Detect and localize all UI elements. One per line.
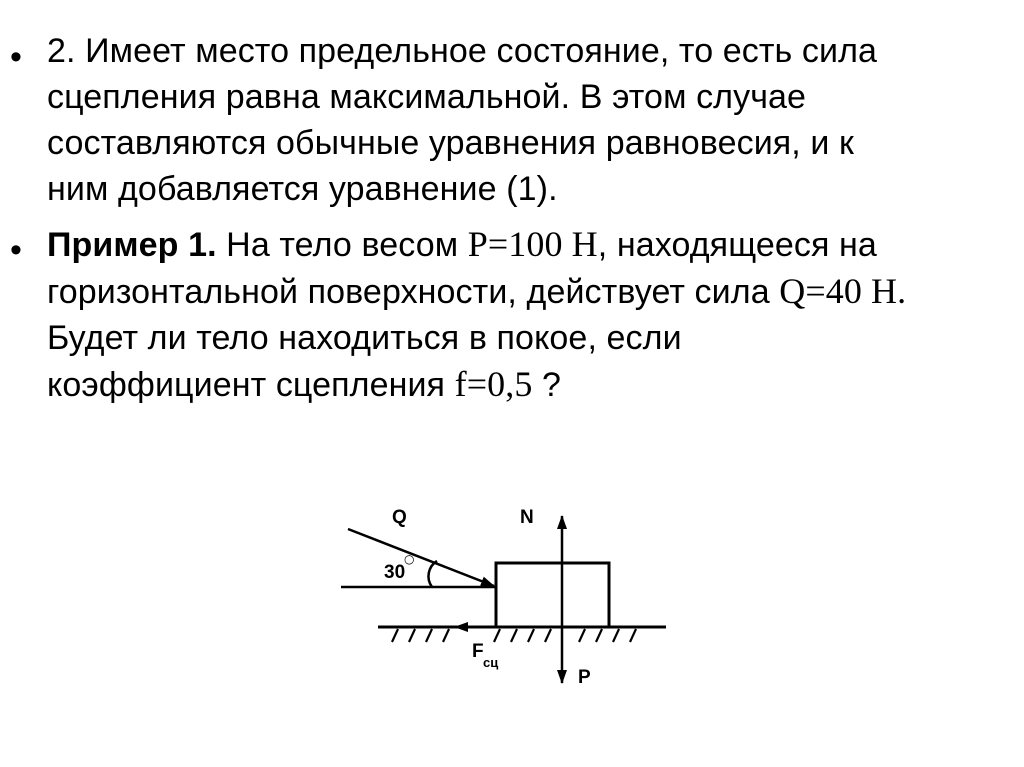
- ground-hatching: [392, 629, 636, 642]
- label-F-subscript: сц: [483, 655, 499, 670]
- force-value: Q=40 Н.: [779, 271, 907, 311]
- p2-l1a: На тело весом: [216, 226, 468, 264]
- label-angle: 30: [384, 562, 406, 583]
- p2-l2a: горизонтальной поверхности, действует сила: [47, 273, 780, 311]
- bullet-2: •: [10, 231, 22, 269]
- weight-value: P=100 Н: [467, 224, 598, 264]
- label-Q: Q: [392, 507, 407, 528]
- degree-icon: ○: [404, 552, 415, 566]
- p1-line-3: составляются обычные уравнения равновесия, и к: [47, 124, 855, 162]
- example-label: Пример 1.: [47, 226, 217, 264]
- p1-line-2: сцепления равна максимальной. В этом случае: [47, 78, 807, 116]
- p1-line-4: ним добавляется уравнение (1).: [47, 170, 558, 208]
- p2-l4c: ?: [532, 366, 561, 404]
- angle-arc: [428, 561, 437, 587]
- bullet-1: •: [10, 38, 22, 76]
- force-Q-arrow: [348, 529, 494, 586]
- coefficient-value: f=0,5: [454, 364, 533, 404]
- body-block: [496, 563, 609, 627]
- p2-l1c: , находящееся на: [597, 226, 877, 264]
- label-N: N: [520, 507, 534, 528]
- p2-line-3: Будет ли тело находиться в покое, если: [47, 319, 682, 357]
- p2-l4a: коэффициент сцепления: [47, 366, 455, 404]
- label-P: P: [578, 667, 591, 688]
- label-F: F: [472, 641, 484, 662]
- p1-line-1: 2. Имеет место предельное состояние, то есть сила: [47, 32, 878, 70]
